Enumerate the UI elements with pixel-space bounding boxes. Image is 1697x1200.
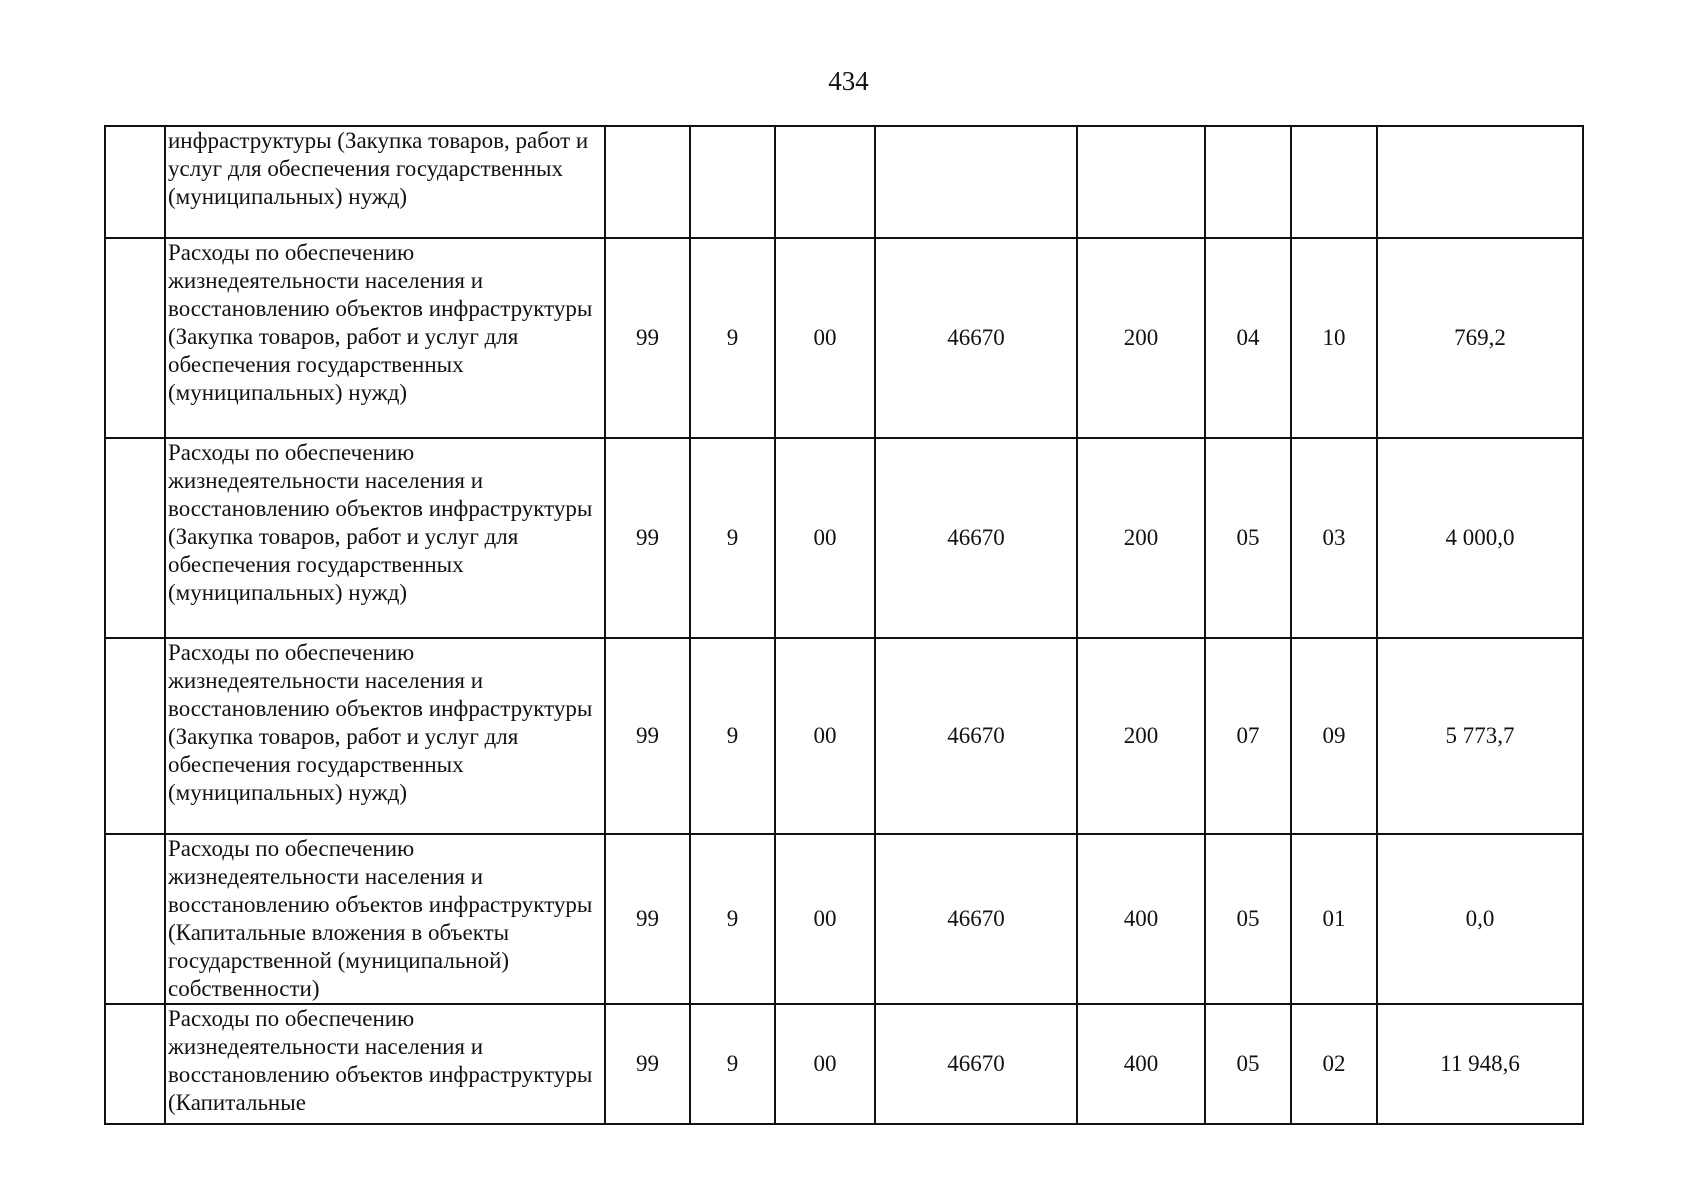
main-event-code-cell: 00 [775,238,875,438]
main-event-code-cell: 00 [775,438,875,638]
expense-type-cell: 200 [1077,638,1205,834]
direction-code-cell: 46670 [875,438,1077,638]
expense-type-cell [1077,126,1205,238]
page-number: 434 [828,66,869,96]
expense-type-cell: 200 [1077,438,1205,638]
main-event-code-cell [775,126,875,238]
program-code-cell: 99 [605,638,690,834]
row-number-cell [105,1004,165,1124]
table-row [105,438,1583,638]
row-number-cell [105,126,165,238]
program-code-cell: 99 [605,238,690,438]
amount-cell: 5 773,7 [1377,638,1583,834]
direction-code-cell [875,126,1077,238]
expense-name-cell [165,126,605,238]
section-code-cell: 05 [1205,834,1291,1004]
subsection-code-cell: 01 [1291,834,1377,1004]
subsection-code-cell: 02 [1291,1004,1377,1124]
expense-name-cell [165,834,605,1004]
expense-type-cell: 200 [1077,238,1205,438]
budget-table [104,125,1584,1125]
expense-name: Расходы по обеспечению жизнедеятельности населения и восстановлению объектов инфраструктуры (Закупка товаров, работ и услуг для обеспечения государственных (муниципальных) нужд) [168,640,593,805]
main-event-code-cell: 00 [775,834,875,1004]
subprogram-code-cell: 9 [690,834,775,1004]
expense-name: инфраструктуры (Закупка товаров, работ и услуг для обеспечения государственных (муниципальных) нужд) [168,128,589,209]
row-number-cell [105,438,165,638]
expense-name: Расходы по обеспечению жизнедеятельности населения и восстановлению объектов инфраструктуры (Капитальные вложения в объекты государственной (муниципальной) собственности) [168,836,593,1001]
direction-code-cell: 46670 [875,834,1077,1004]
table-row [105,126,1583,238]
subprogram-code-cell: 9 [690,438,775,638]
main-event-code-cell: 00 [775,638,875,834]
table-body [105,126,1583,1124]
expense-name: Расходы по обеспечению жизнедеятельности населения и восстановлению объектов инфраструктуры (Закупка товаров, работ и услуг для обеспечения государственных (муниципальных) нужд) [168,440,593,605]
row-number-cell [105,638,165,834]
section-code-cell: 05 [1205,1004,1291,1124]
expense-name-cell [165,638,605,834]
subprogram-code-cell: 9 [690,238,775,438]
section-code-cell: 07 [1205,638,1291,834]
row-number-cell [105,238,165,438]
amount-cell: 769,2 [1377,238,1583,438]
amount-cell: 0,0 [1377,834,1583,1004]
amount-cell: 11 948,6 [1377,1004,1583,1124]
expense-type-cell: 400 [1077,834,1205,1004]
program-code-cell: 99 [605,834,690,1004]
amount-cell: 4 000,0 [1377,438,1583,638]
section-code-cell [1205,126,1291,238]
program-code-cell [605,126,690,238]
table-row [105,238,1583,438]
section-code-cell: 05 [1205,438,1291,638]
subsection-code-cell: 09 [1291,638,1377,834]
expense-name-cell [165,438,605,638]
subprogram-code-cell: 9 [690,638,775,834]
expense-name: Расходы по обеспечению жизнедеятельности населения и восстановлению объектов инфраструктуры (Капитальные [168,1006,593,1115]
table-row [105,834,1583,1004]
direction-code-cell: 46670 [875,1004,1077,1124]
subprogram-code-cell [690,126,775,238]
program-code-cell: 99 [605,1004,690,1124]
program-code-cell: 99 [605,438,690,638]
subprogram-code-cell: 9 [690,1004,775,1124]
table-row [105,638,1583,834]
expense-name-cell [165,238,605,438]
direction-code-cell: 46670 [875,238,1077,438]
subsection-code-cell: 03 [1291,438,1377,638]
expense-name: Расходы по обеспечению жизнедеятельности населения и восстановлению объектов инфраструктуры (Закупка товаров, работ и услуг для обеспечения государственных (муниципальных) нужд) [168,240,593,405]
expense-name-cell [165,1004,605,1124]
subsection-code-cell: 10 [1291,238,1377,438]
amount-cell [1377,126,1583,238]
table-row [105,1004,1583,1124]
main-event-code-cell: 00 [775,1004,875,1124]
expense-type-cell: 400 [1077,1004,1205,1124]
direction-code-cell: 46670 [875,638,1077,834]
subsection-code-cell [1291,126,1377,238]
section-code-cell: 04 [1205,238,1291,438]
row-number-cell [105,834,165,1004]
